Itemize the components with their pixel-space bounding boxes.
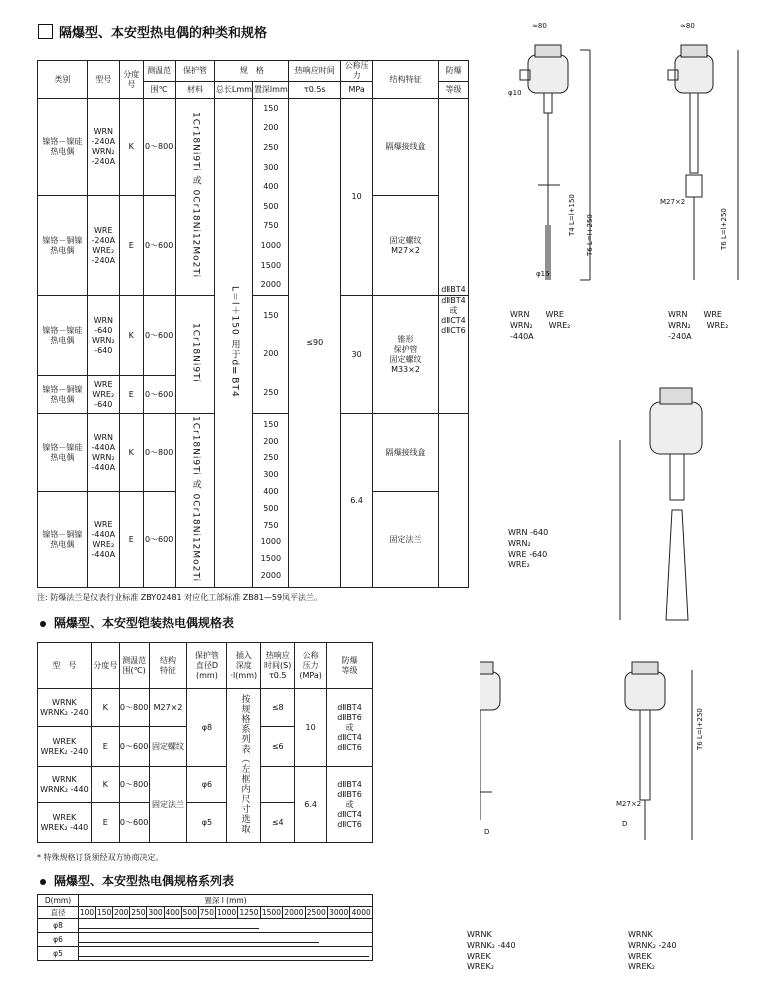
checkbox-icon bbox=[38, 24, 53, 39]
h-total-len: 总长Lmm bbox=[215, 82, 253, 99]
cell-tube-b: 1Cr18Ni9Ti bbox=[190, 323, 201, 383]
cell2-range: 0～800 bbox=[119, 767, 149, 803]
dim-t6b: T6 L=l+250 bbox=[720, 208, 728, 250]
cell2-resp4: ≤4 bbox=[261, 803, 295, 843]
spec-table-1 bbox=[37, 60, 469, 588]
h-insert-depth: 置深lmm bbox=[253, 82, 289, 99]
cell-ex: dⅡBT4 或 dⅡCT4 dⅡCT6 bbox=[438, 296, 468, 414]
diagram-2-label: WRN WRE WRN₂ WRE₂ -240A bbox=[668, 310, 729, 341]
t3-depth: 4000 bbox=[351, 907, 371, 917]
dim-80: ≈80 bbox=[532, 22, 547, 30]
depth-value: 200 bbox=[263, 123, 279, 133]
diagram-4 bbox=[480, 662, 500, 840]
h-press1: 公称压力 bbox=[341, 61, 373, 82]
cell-tube-c: 1Cr18Ni9Ti 或 0Cr18Ni12Mo2Ti bbox=[190, 415, 201, 583]
cell-grad: K bbox=[119, 296, 143, 376]
section3-title-text: 隔爆型、本安型热电偶规格系列表 bbox=[54, 874, 235, 888]
section3-title bbox=[40, 872, 234, 889]
t3-depth-row bbox=[38, 907, 373, 919]
h-resp1: 热响应时间 bbox=[289, 61, 341, 82]
dim-t4: T4 L=l+150 bbox=[568, 194, 576, 236]
dim-m27: M27×2 bbox=[660, 198, 686, 206]
cell-press-a: 10 bbox=[341, 99, 373, 296]
cell2-ex-a: dⅡBT4 dⅡBT6 或 dⅡCT4 dⅡCT6 bbox=[327, 689, 373, 767]
cell-resp: ≤90 bbox=[289, 99, 341, 588]
diagram-1 bbox=[520, 45, 590, 280]
cell-category: 镍铬－铜镍 热电偶 bbox=[38, 492, 88, 588]
cell-range: 0～600 bbox=[143, 492, 175, 588]
cell-ex-c bbox=[438, 414, 468, 588]
cell-category: 镍铬－镍硅 热电偶 bbox=[38, 296, 88, 376]
cell-grad: E bbox=[119, 492, 143, 588]
cell-grad: E bbox=[119, 196, 143, 296]
t3-depth: 400 bbox=[165, 907, 180, 917]
cell2-resp6: ≤6 bbox=[261, 727, 295, 767]
dim-16: φ16 bbox=[536, 270, 550, 278]
h2-insert: 插入 深度 ·l(mm) bbox=[227, 643, 261, 689]
depth-value: 1500 bbox=[260, 260, 282, 270]
h-range1: 测温范 bbox=[143, 61, 175, 82]
cell2-resp6b bbox=[261, 767, 295, 803]
t3-dia: φ8 bbox=[38, 919, 79, 933]
cell2-grad: K bbox=[91, 767, 119, 803]
dim-t6: T6 L=l+250 bbox=[586, 214, 594, 256]
section2-title bbox=[40, 614, 234, 631]
cell2-struct-a: M27×2 bbox=[149, 689, 187, 727]
section1-title-text: 隔爆型、本安型热电偶的种类和规格 bbox=[59, 26, 268, 41]
cell2-press-b: 6.4 bbox=[295, 767, 327, 843]
cell-model: WRN -640 WRN₂ -640 bbox=[87, 296, 119, 376]
h-model: 型号 bbox=[87, 61, 119, 99]
cell2-grad: E bbox=[91, 803, 119, 843]
h2-range: 测温范 围(℃) bbox=[119, 643, 149, 689]
depth-value: 300 bbox=[263, 162, 279, 172]
t3-depth: 300 bbox=[148, 907, 163, 917]
t3-depth: 2500 bbox=[306, 907, 326, 917]
t3-depth: 2000 bbox=[284, 907, 304, 917]
diagram-3 bbox=[620, 388, 702, 620]
t3-depth: 500 bbox=[182, 907, 197, 917]
depth-value: 200 bbox=[263, 436, 279, 446]
depth-value: 500 bbox=[263, 503, 279, 513]
note-2: * 特殊规格订货须经双方协商决定。 bbox=[37, 853, 164, 862]
spec-table-2 bbox=[37, 642, 373, 843]
cell-model: WRN -440A WRN₂ -440A bbox=[87, 414, 119, 492]
cell2-ex-b: dⅡBT4 dⅡBT6 或 dⅡCT4 dⅡCT6 bbox=[327, 767, 373, 843]
dim-d: D bbox=[484, 828, 490, 836]
cell-category: 镍铬－镍硅 热电偶 bbox=[38, 414, 88, 492]
cell2-model: WREK WREK₂ -440 bbox=[38, 803, 92, 843]
dim-d2: D bbox=[622, 820, 628, 828]
depth-value: 1000 bbox=[260, 537, 282, 547]
t3-depth: 250 bbox=[131, 907, 146, 917]
depth-value: 2000 bbox=[260, 280, 282, 290]
depth-value: 2000 bbox=[260, 571, 282, 581]
bullet-icon bbox=[40, 621, 46, 627]
h-category: 类别 bbox=[38, 61, 88, 99]
cell-category: 镍铬－铜镍 热电偶 bbox=[38, 196, 88, 296]
cell2-model: WRNK WRNK₂ -240 bbox=[38, 689, 92, 727]
h-spec: 规 格 bbox=[215, 61, 289, 82]
diagram-5-label: WRNK WRNK₂ -240 WREK WREK₂ bbox=[628, 930, 677, 972]
h-resp2: τ0.5s bbox=[289, 82, 341, 99]
cell2-struct-a2: 固定螺纹 bbox=[149, 727, 187, 767]
cell2-insert: 按规格系列表（左框内尺寸选取 bbox=[239, 694, 250, 834]
t3-depth: 750 bbox=[199, 907, 214, 917]
cell-ex-a bbox=[438, 99, 468, 296]
h2-grad: 分度号 bbox=[91, 643, 119, 689]
depth-value: 250 bbox=[263, 142, 279, 152]
cell2-range: 0～600 bbox=[119, 727, 149, 767]
depth-value: 750 bbox=[263, 520, 279, 530]
bullet-icon bbox=[40, 879, 46, 885]
cell-grad: K bbox=[119, 414, 143, 492]
cell-struct-c1: 隔爆接线盒 bbox=[373, 414, 439, 492]
h2-struct: 结构 特征 bbox=[149, 643, 187, 689]
cell-range: 0～800 bbox=[143, 414, 175, 492]
cell2-grad: K bbox=[91, 689, 119, 727]
t3-bar-6-line bbox=[79, 942, 319, 943]
cell2-struct-b: 固定法兰 bbox=[149, 767, 187, 843]
cell2-d8: φ8 bbox=[187, 689, 227, 767]
cell2-range: 0～600 bbox=[119, 803, 149, 843]
h-grad: 分度号 bbox=[119, 61, 143, 99]
cell2-d5: φ5 bbox=[187, 803, 227, 843]
depth-value: 300 bbox=[263, 470, 279, 480]
t3-depth: 150 bbox=[97, 907, 112, 917]
depth-value: 500 bbox=[263, 201, 279, 211]
depth-value: 400 bbox=[263, 182, 279, 192]
t3-depth: 100 bbox=[79, 907, 95, 917]
cell-depths-b bbox=[253, 296, 289, 414]
h-ex2: 等级 bbox=[438, 82, 468, 99]
cell2-resp8: ≤8 bbox=[261, 689, 295, 727]
t3-bar-8-line bbox=[79, 928, 259, 929]
depth-value: 200 bbox=[263, 349, 279, 359]
t3-dia: φ6 bbox=[38, 933, 79, 947]
diagram-4-label: WRNK WRNK₂ -440 WREK WREK₂ bbox=[467, 930, 516, 972]
t3-depth: 1500 bbox=[261, 907, 281, 917]
cell-depths-a bbox=[253, 99, 289, 296]
h-struct: 结构特征 bbox=[373, 61, 439, 99]
cell-grad: E bbox=[119, 376, 143, 414]
spec-table-3 bbox=[37, 894, 373, 961]
dim-m27b: M27×2 bbox=[616, 800, 642, 808]
cell-range: 0～600 bbox=[143, 376, 175, 414]
dim-80b: ≈80 bbox=[680, 22, 695, 30]
h-tube1: 保护管 bbox=[175, 61, 215, 82]
depth-value: 150 bbox=[263, 310, 279, 320]
cell-tube-a: 1Cr18Ni9Ti 或 0Cr18Ni12Mo2Ti bbox=[190, 112, 201, 279]
t3-depth: 1250 bbox=[239, 907, 259, 917]
h-range2: 围℃ bbox=[143, 82, 175, 99]
depth-value: 150 bbox=[263, 103, 279, 113]
t3-bar-8 bbox=[79, 919, 373, 933]
h2-resp: 热响应 时间(S) τ0.5 bbox=[261, 643, 295, 689]
diagram-1-label: WRN WRE WRN₂ WRE₂ -440A bbox=[510, 310, 571, 341]
cell-model: WRN -240A WRN₂ -240A bbox=[87, 99, 119, 196]
cell2-range: 0～800 bbox=[119, 689, 149, 727]
t3-depth-label: 置深 l (mm) bbox=[79, 895, 373, 907]
cell-grad: K bbox=[119, 99, 143, 196]
h2-ex: 防爆 等级 bbox=[327, 643, 373, 689]
cell2-press-a: 10 bbox=[295, 689, 327, 767]
t3-bar-6 bbox=[79, 933, 373, 947]
note-1: 注: 防爆法兰是仪表行业标准 ZBY02481 对应化工部标准 ZB81—59凤平法兰。 bbox=[37, 593, 323, 602]
cell-model: WRE WRE₂ -640 bbox=[87, 376, 119, 414]
dim-t6c: T6 L=l+250 bbox=[696, 708, 704, 750]
cell-range: 0～600 bbox=[143, 196, 175, 296]
depth-value: 150 bbox=[263, 419, 279, 429]
t3-depth: 200 bbox=[114, 907, 129, 917]
h2-press: 公称 压力 (MPa) bbox=[295, 643, 327, 689]
cell-model: WRE -440A WRE₂ -440A bbox=[87, 492, 119, 588]
cell2-d6: φ6 bbox=[187, 767, 227, 803]
section2-title-text: 隔爆型、本安型铠装热电偶规格表 bbox=[54, 616, 235, 630]
depth-value: 1000 bbox=[260, 240, 282, 250]
cell2-model: WRNK WRNK₂ -440 bbox=[38, 767, 92, 803]
t3-dia: φ5 bbox=[38, 947, 79, 961]
depth-value: 250 bbox=[263, 453, 279, 463]
cell2-grad: E bbox=[91, 727, 119, 767]
cell-range: 0～600 bbox=[143, 296, 175, 376]
t3-depth: 3000 bbox=[329, 907, 349, 917]
cell-press-b: 30 bbox=[341, 296, 373, 414]
t3-dia-label: 直径 bbox=[38, 907, 79, 919]
depth-value: 250 bbox=[263, 388, 279, 398]
t3-bar-5 bbox=[79, 947, 373, 961]
cell-category: 镍铬－镍硅 热电偶 bbox=[38, 99, 88, 196]
cell-press-c: 6.4 bbox=[341, 414, 373, 588]
diagram-5 bbox=[625, 662, 692, 840]
cell-struct-b: 锥形 保护管 固定螺纹 M33×2 bbox=[373, 296, 439, 414]
diagram-3-label: WRN -640 WRN₂ WRE -640 WRE₂ bbox=[508, 528, 549, 570]
cell-struct-a1: 隔爆接线盒 bbox=[373, 99, 439, 196]
cell-len-a: L＝l＋150 用于dⅡBT4 bbox=[229, 285, 240, 398]
cell2-model: WREK WREK₂ -240 bbox=[38, 727, 92, 767]
h-ex1: 防爆 bbox=[438, 61, 468, 82]
t3-d-label: D(mm) bbox=[38, 895, 79, 907]
cell-struct-a2: 固定螺纹 M27×2 bbox=[373, 196, 439, 296]
cell-model: WRE -240A WRE₂ -240A bbox=[87, 196, 119, 296]
cell-range: 0～800 bbox=[143, 99, 175, 196]
depth-value: 400 bbox=[263, 487, 279, 497]
h-press2: MPa bbox=[341, 82, 373, 99]
h2-tube: 保护管 直径D (mm) bbox=[187, 643, 227, 689]
dim-10: φ10 bbox=[508, 89, 522, 97]
t3-bar-5-line bbox=[79, 956, 369, 957]
depth-value: 750 bbox=[263, 221, 279, 231]
cell-struct-c2: 固定法兰 bbox=[373, 492, 439, 588]
t3-depth: 1000 bbox=[217, 907, 237, 917]
cell-category: 镍铬－铜镍 热电偶 bbox=[38, 376, 88, 414]
section1-title bbox=[38, 22, 267, 41]
depth-value: 1500 bbox=[260, 554, 282, 564]
ex-a-label: dⅡBT4 bbox=[441, 285, 466, 294]
cell-depths-c bbox=[253, 414, 289, 588]
diagrams bbox=[480, 10, 763, 980]
h2-model: 型 号 bbox=[38, 643, 92, 689]
h-tube2: 材料 bbox=[175, 82, 215, 99]
